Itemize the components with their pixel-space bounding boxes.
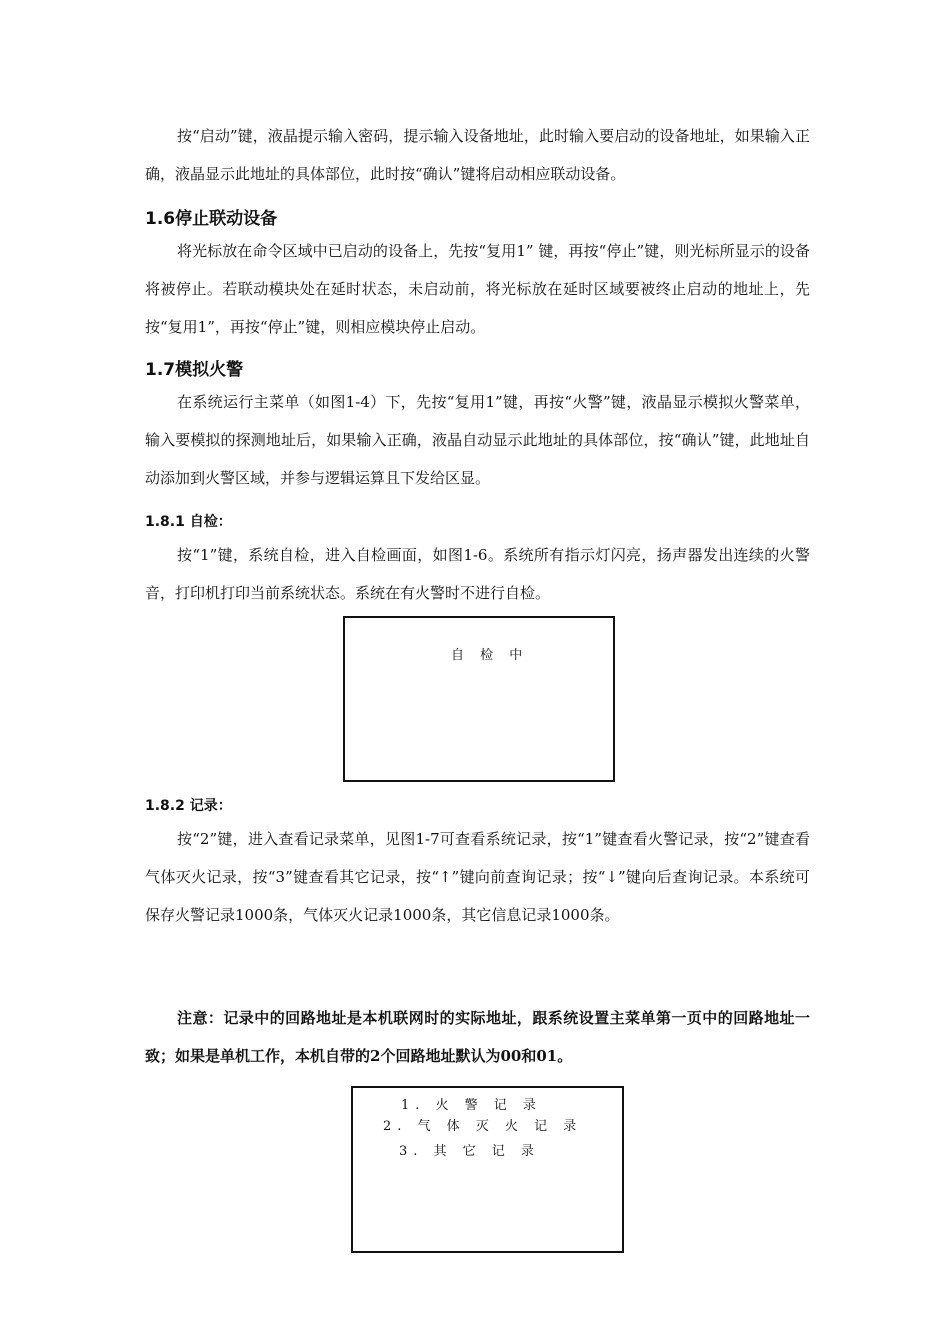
records-menu-screen — [351, 1086, 624, 1253]
section-1-7-paragraph: 在系统运行主菜单（如图1-4）下，先按“复用1”键，再按“火警”键，液晶显示模拟火警菜单，输入要模拟的探测地址后，如果输入正确，液晶自动显示此地址的具体部位，按“确认”键，此地址自动添加到火警区域，并参与逻辑运算且下发给区显。 — [145, 393, 810, 487]
intro-paragraph: 按“启动”键，液晶提示输入密码，提示输入设备地址，此时输入要启动的设备地址，如果输入正确，液晶显示此地址的具体部位，此时按“确认”键将启动相应联动设备。 — [145, 127, 810, 183]
records-menu-item-fire: 1. 火 警 记 录 — [401, 1098, 542, 1113]
records-menu-item-other: 3. 其 它 记 录 — [399, 1144, 540, 1159]
section-1-8-2-paragraph: 按“2”键，进入查看记录菜单，见图1-7可查看系统记录，按“1”键查看火警记录，按“2”键查看气体灭火记录，按“3”键查看其它记录，按“↑”键向前查询记录；按“↓”键向后查询记录。本系统可保存火警记录1000条，气体灭火记录1000条，其它信息记录1000条。 — [145, 830, 810, 924]
records-menu-item-gas: 2. 气 体 灭 火 记 录 — [383, 1119, 583, 1134]
section-1-6-heading: 1.6停止联动设备 — [145, 209, 278, 229]
section-1-8-1-heading: 1.8.1 自检： — [145, 514, 232, 530]
self-test-screen — [343, 616, 615, 782]
records-note: 注意：记录中的回路地址是本机联网时的实际地址，跟系统设置主菜单第一页中的回路地址一致；如果是单机工作，本机自带的2个回路地址默认为00和01。 — [145, 1009, 810, 1065]
section-1-8-1-paragraph: 按“1”键，系统自检，进入自检画面，如图1-6。系统所有指示灯闪亮，扬声器发出连续的火警音，打印机打印当前系统状态。系统在有火警时不进行自检。 — [145, 546, 810, 602]
section-1-6-paragraph: 将光标放在命令区域中已启动的设备上，先按“复用1” 键，再按“停止”键，则光标所显示的设备将被停止。若联动模块处在延时状态，未启动前，将光标放在延时区域要被终止启动的地址上，先按“复用1”，再按“停止”键，则相应模块停止启动。 — [145, 242, 810, 336]
self-test-screen-text: 自 检 中 — [451, 648, 529, 663]
section-1-7-heading: 1.7模拟火警 — [145, 360, 244, 380]
section-1-8-2-heading: 1.8.2 记录： — [145, 798, 232, 814]
